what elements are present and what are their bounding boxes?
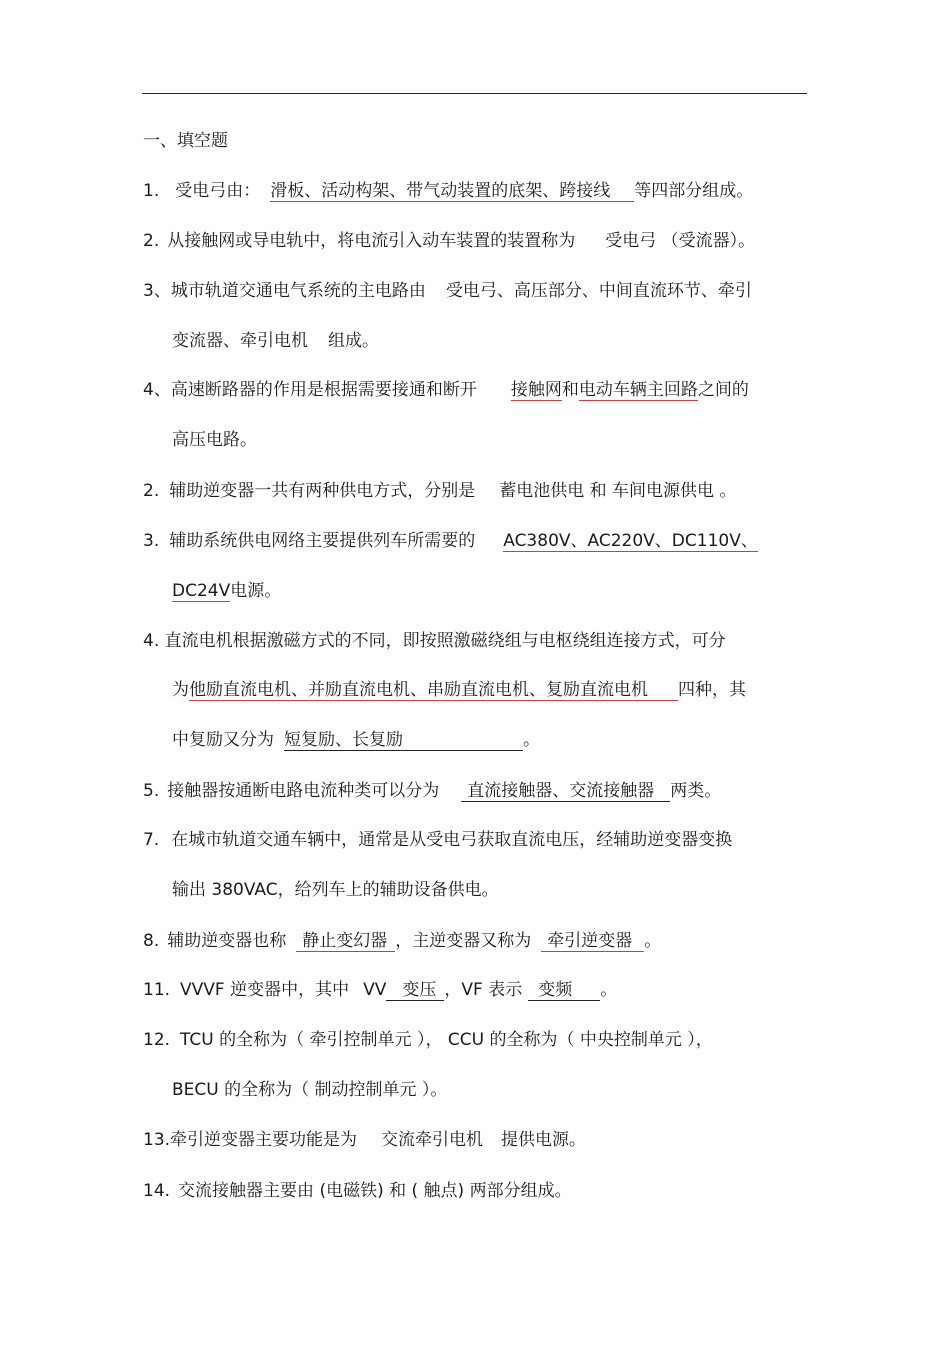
answer-text: 变频: [528, 980, 600, 1001]
answer-text: DC24V: [172, 581, 231, 601]
question-text: 。: [644, 931, 662, 951]
answer-text: 接触网: [510, 380, 562, 400]
question-12: [143, 1028, 713, 1052]
question-2: [143, 229, 755, 253]
question-5: [143, 479, 736, 503]
answer-text: 滑板、活动构架、带气动装置的底架、跨接线: [270, 181, 634, 202]
question-text: 。: [523, 730, 540, 750]
question-text: 高速断路器的作用是根据需要接通和断开: [170, 380, 477, 400]
question-text: 辅助逆变器也称: [167, 931, 287, 951]
question-number: 5.: [143, 781, 160, 801]
question-text: ，主逆变器又称为: [395, 931, 532, 951]
question-number: 14.: [143, 1181, 171, 1201]
question-text: 组成。: [328, 331, 379, 351]
question-3-cont: [172, 329, 379, 353]
question-number: 7.: [143, 830, 160, 850]
question-text: 牵引逆变器主要功能是为: [170, 1130, 358, 1150]
question-text: 提供电源。: [501, 1130, 587, 1150]
answer-text: 受电弓、高压部分、中间直流环节、牵引: [445, 281, 752, 301]
answer-text: AC380V、AC220V、DC110V、: [503, 531, 758, 551]
answer-text: 受电弓 （受流器）。: [605, 231, 756, 251]
question-number: 2.: [143, 481, 160, 501]
answer-text: 蓄电池供电 和 车间电源供电 。: [499, 481, 737, 501]
question-9: [143, 828, 732, 852]
answer-text: 短复励、长复励: [284, 730, 523, 751]
question-text: ，VF 表示: [444, 980, 523, 1000]
question-4: [143, 378, 749, 402]
question-number: 2.: [143, 231, 160, 251]
question-9-cont: 输出 380VAC，给列车上的辅助设备供电。: [172, 880, 499, 900]
answer-text: 变流器、牵引电机: [172, 331, 308, 351]
question-number: 8.: [143, 931, 160, 951]
question-number: 11.: [143, 980, 171, 1000]
question-7-cont: [172, 678, 746, 702]
question-text: 从接触网或导电轨中，将电流引入动车装置的装置称为: [167, 231, 576, 251]
question-7-cont2: [172, 728, 540, 752]
question-text: 四种，其: [678, 680, 746, 700]
question-4-cont: 高压电路。: [172, 430, 257, 450]
header-rule: [142, 93, 807, 94]
question-text: 等四部分组成。: [634, 181, 754, 201]
question-text: 电源。: [230, 581, 282, 601]
question-text: 城市轨道交通电气系统的主电路由: [170, 281, 426, 301]
question-8: [143, 779, 721, 803]
question-text: 在城市轨道交通车辆中，通常是从受电弓获取直流电压，经辅助逆变器变换: [171, 830, 733, 850]
answer-text: 交流牵引电机: [381, 1130, 484, 1150]
answer-text: 牵引逆变器: [541, 931, 644, 952]
question-text: 和: [561, 380, 579, 400]
question-13: [143, 1128, 586, 1152]
question-text: 为: [172, 680, 189, 700]
question-1: [143, 179, 753, 203]
question-text: 交流接触器主要由 (电磁铁) 和 ( 触点) 两部分组成。: [178, 1181, 572, 1201]
question-text: TCU 的全称为（ 牵引控制单元 ）， CCU 的全称为（ 中央控制单元 ），: [180, 1030, 713, 1050]
question-text: VV: [363, 980, 387, 1000]
question-6-cont: [172, 579, 281, 603]
question-6: [143, 529, 758, 553]
question-11: [143, 978, 617, 1002]
question-text: VVVF 逆变器中，其中: [180, 980, 350, 1000]
answer-text: 直流接触器、交流接触器: [461, 781, 670, 802]
question-14: [143, 1179, 572, 1203]
question-text: 之间的: [697, 380, 749, 400]
answer-text: 他励直流电机、并励直流电机、串励直流电机、复励直流电机: [189, 680, 678, 701]
answer-text: 变压: [386, 980, 444, 1001]
answer-text: 静止变幻器: [296, 931, 395, 952]
question-12-cont: BECU 的全称为（ 制动控制单元 ）。: [172, 1080, 448, 1100]
question-text: 辅助系统供电网络主要提供列车所需要的: [169, 531, 476, 551]
question-text: 辅助逆变器一共有两种供电方式，分别是: [169, 481, 476, 501]
question-3: [143, 279, 752, 303]
section-heading: 一、填空题: [143, 131, 228, 151]
question-number: 12.: [143, 1030, 171, 1050]
question-10: [143, 929, 661, 953]
question-number: 13.: [143, 1130, 171, 1150]
question-text: 受电弓由：: [175, 181, 261, 201]
question-text: 中复励又分为: [172, 730, 274, 750]
question-text: 。: [600, 980, 618, 1000]
answer-text: 电动车辆主回路: [578, 380, 698, 400]
question-number: 4、: [143, 380, 171, 400]
question-number: 1.: [143, 181, 160, 201]
question-number: 3、: [143, 281, 171, 301]
question-text: 两类。: [670, 781, 722, 801]
question-7: 4. 直流电机根据激磁方式的不同，即按照激磁绕组与电枢绕组连接方式，可分: [143, 631, 726, 651]
question-text: 接触器按通断电路电流种类可以分为: [167, 781, 440, 801]
question-number: 3.: [143, 531, 160, 551]
